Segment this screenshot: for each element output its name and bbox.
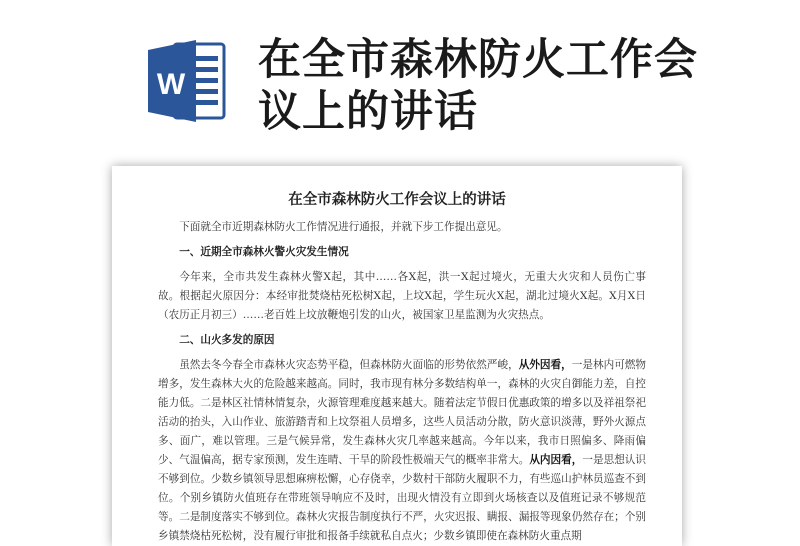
para-bold-b: 从内因看，	[529, 454, 583, 466]
document-body	[158, 218, 646, 546]
section-heading-1: 一、近期全市森林火警火灾发生情况	[179, 246, 349, 258]
word-icon-letter: W	[156, 68, 186, 101]
section-paragraph-2	[158, 356, 646, 546]
para-text-c: 一是思想认识不够到位。少数乡镇领导思想麻痹松懈，心存侥幸，少数村干部防火履职不力，有些巡山护林员巡查不到位。个别乡镇防火值班存在带班领导响应不及时，出现火情没有立即到火场核查以及值班记录不够规范等。二是制度落实不够到位。森林火灾报告制度执行不严，火灾迟报、瞒报、漏报等现象仍然存在；个别乡镇禁烧枯死松树，没有履行审批和报备手续就私自点火；少数乡镇即使在森林防火重点期	[158, 454, 647, 542]
document-title: 在全市森林防火工作会议上的讲话	[288, 191, 506, 208]
section-heading-2: 二、山火多发的原因	[179, 334, 275, 346]
section-paragraph-1: 今年来，全市共发生森林火警X起，其中……各X起，洪一X起过境火，无重大火灾和人员伤亡事故。根据起火原因分：本经审批焚烧枯死松树X起，上坟X起，学生玩火X起，湖北过境火X起。X月X日（农历正月初三）……老百姓上坟放鞭炮引发的山火，被国家卫星监测为火灾热点。	[158, 271, 646, 321]
header	[0, 0, 800, 150]
page-title: 在全市森林防火工作会议上的讲话	[258, 35, 698, 137]
document-preview	[112, 166, 682, 546]
word-icon	[146, 36, 228, 126]
para-text-a: 虽然去冬今春全市森林火灾态势平稳，但森林防火面临的形势依然严峻，	[179, 359, 519, 371]
para-text-b: 一是林内可燃物增多，发生森林大火的危险越来越高。同时，我市现有林分多数结构单一，森林的火灾自御能力差，自控能力低。二是林区社情林情复杂，火源管理难度越来越大。随着法定节假日优惠政策的增多以及祥祖祭祀活动的抬头，入山作业、旅游踏青和上坟祭祖人员增多，这些人员活动分散，防火意识淡薄，野外火源点多、面广，难以管理。三是气候异常，发生森林火灾几率越来越高。今年以来，我市日照偏多、降雨偏少、气温偏高，据专家预测，发生连晴、干旱的阶段性极端天气的概率非常大。	[158, 359, 647, 466]
para-bold-a: 从外因看，	[518, 359, 572, 371]
intro-paragraph: 下面就全市近期森林防火工作情况进行通报，并就下步工作提出意见。	[179, 221, 508, 233]
